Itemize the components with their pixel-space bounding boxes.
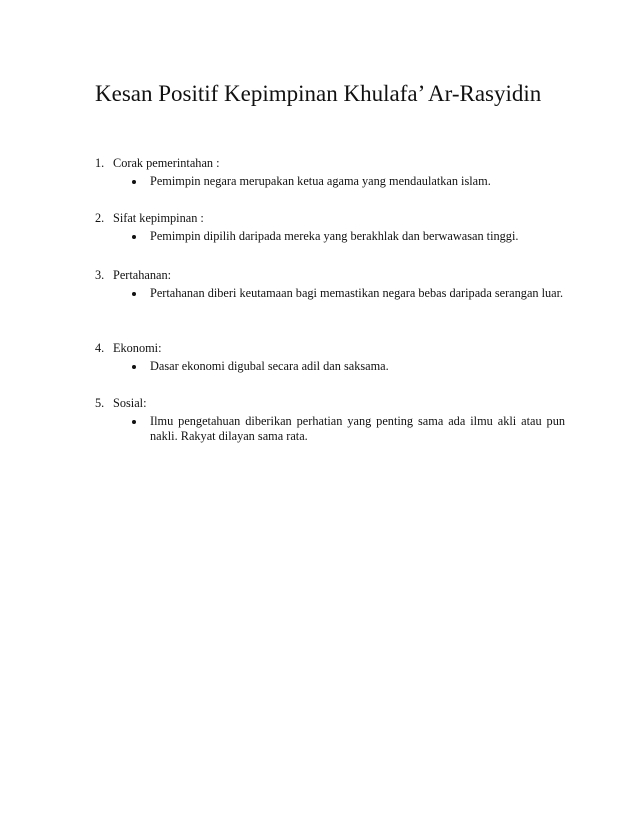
list-item xyxy=(95,268,565,301)
bullet-text: Pemimpin dipilih daripada mereka yang berakhlak dan berwawasan tinggi. xyxy=(150,229,519,243)
list-item xyxy=(95,396,565,444)
list-item xyxy=(95,211,565,244)
bullet-icon xyxy=(132,180,136,184)
item-number: 4. xyxy=(95,341,105,355)
item-label: Pertahanan: xyxy=(113,268,172,282)
item-label: Corak pemerintahan : xyxy=(113,156,220,170)
bullet-icon xyxy=(132,292,136,296)
bullet-point xyxy=(95,359,565,374)
bullet-text: Pemimpin negara merupakan ketua agama yang mendaulatkan islam. xyxy=(150,174,491,188)
bullet-point xyxy=(95,174,565,189)
item-number: 3. xyxy=(95,268,105,282)
bullet-text: Ilmu pengetahuan diberikan perhatian yang penting sama ada ilmu akli atau pun nakli. Rakyat dilayan sama rata. xyxy=(150,414,565,443)
item-number: 1. xyxy=(95,156,105,170)
item-label: Sosial: xyxy=(113,396,147,410)
bullet-icon xyxy=(132,420,136,424)
list-item xyxy=(95,341,565,374)
document-title: Kesan Positif Kepimpinan Khulafa’ Ar-Rasyidin xyxy=(95,81,542,106)
item-number: 5. xyxy=(95,396,105,410)
item-label: Sifat kepimpinan : xyxy=(113,211,204,225)
bullet-icon xyxy=(132,235,136,239)
bullet-text: Dasar ekonomi digubal secara adil dan saksama. xyxy=(150,359,389,373)
bullet-point xyxy=(95,414,565,444)
item-label: Ekonomi: xyxy=(113,341,162,355)
list-item xyxy=(95,156,565,189)
bullet-icon xyxy=(132,365,136,369)
bullet-point xyxy=(95,229,565,244)
bullet-point xyxy=(95,286,565,301)
item-number: 2. xyxy=(95,211,105,225)
bullet-text: Pertahanan diberi keutamaan bagi memastikan negara bebas daripada serangan luar. xyxy=(150,286,564,300)
